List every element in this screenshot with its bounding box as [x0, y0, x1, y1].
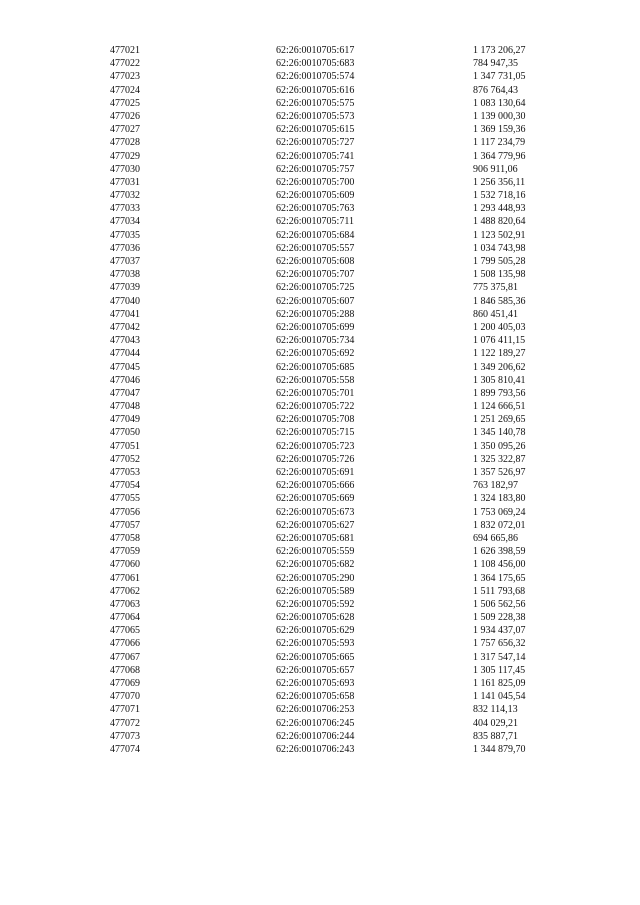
cadastral-value: 1 123 502,91 — [473, 229, 526, 241]
cadastral-value: 1 832 072,01 — [473, 519, 526, 531]
cadastral-number: 62:26:0010705:699 — [276, 321, 355, 333]
table-row — [0, 189, 640, 202]
table-row — [0, 545, 640, 558]
cadastral-value: 1 305 117,45 — [473, 664, 526, 676]
table-row — [0, 387, 640, 400]
cadastral-number: 62:26:0010705:692 — [276, 348, 355, 360]
cadastral-number: 62:26:0010705:573 — [276, 110, 355, 122]
row-number: 477029 — [110, 150, 140, 162]
row-number: 477061 — [110, 572, 140, 584]
cadastral-number: 62:26:0010705:608 — [276, 256, 355, 267]
cadastral-value: 775 375,81 — [473, 282, 518, 294]
cadastral-number: 62:26:0010705:575 — [276, 97, 355, 109]
table-row — [0, 255, 640, 268]
cadastral-value: 1 324 183,80 — [473, 493, 526, 505]
row-number: 477063 — [110, 598, 140, 610]
table-row — [0, 585, 640, 598]
table-row — [0, 176, 640, 189]
cadastral-number: 62:26:0010705:666 — [276, 480, 355, 492]
cadastral-number: 62:26:0010705:673 — [276, 506, 355, 518]
cadastral-value: 404 029,21 — [473, 717, 518, 729]
cadastral-value: 1 173 206,27 — [473, 45, 526, 56]
table-row — [0, 664, 640, 677]
table-row — [0, 400, 640, 413]
row-number: 477046 — [110, 374, 140, 386]
row-number: 477051 — [110, 440, 140, 452]
row-number: 477032 — [110, 190, 140, 202]
cadastral-number: 62:26:0010705:741 — [276, 150, 355, 162]
cadastral-number: 62:26:0010705:682 — [276, 559, 355, 571]
data-table — [0, 44, 640, 756]
row-number: 477065 — [110, 625, 140, 637]
cadastral-value: 1 076 411,15 — [473, 335, 526, 347]
cadastral-value: 832 114,13 — [473, 704, 518, 716]
row-number: 477022 — [110, 58, 140, 70]
table-row — [0, 268, 640, 281]
row-number: 477024 — [110, 84, 140, 96]
row-number: 477030 — [110, 163, 140, 175]
cadastral-value: 1 899 793,56 — [473, 387, 526, 399]
table-row — [0, 637, 640, 650]
table-row — [0, 677, 640, 690]
row-number: 477031 — [110, 176, 140, 188]
cadastral-number: 62:26:0010705:722 — [276, 401, 355, 413]
cadastral-value: 694 665,86 — [473, 532, 518, 544]
cadastral-number: 62:26:0010705:726 — [276, 453, 355, 465]
row-number: 477027 — [110, 124, 140, 136]
table-row — [0, 308, 640, 321]
row-number: 477044 — [110, 348, 140, 360]
table-row — [0, 519, 640, 532]
row-number: 477025 — [110, 97, 140, 109]
cadastral-number: 62:26:0010705:617 — [276, 45, 355, 56]
cadastral-number: 62:26:0010705:725 — [276, 282, 355, 294]
row-number: 477053 — [110, 467, 140, 478]
table-row — [0, 334, 640, 347]
table-row — [0, 57, 640, 70]
table-row — [0, 479, 640, 492]
cadastral-value: 1 488 820,64 — [473, 216, 526, 228]
row-number: 477066 — [110, 638, 140, 650]
cadastral-value: 1 122 189,27 — [473, 348, 526, 360]
table-row — [0, 492, 640, 505]
table-row — [0, 690, 640, 703]
row-number: 477041 — [110, 308, 140, 320]
row-number: 477058 — [110, 532, 140, 544]
cadastral-value: 835 887,71 — [473, 730, 518, 742]
cadastral-number: 62:26:0010706:243 — [276, 743, 355, 755]
row-number: 477054 — [110, 480, 140, 492]
row-number: 477043 — [110, 335, 140, 347]
cadastral-number: 62:26:0010705:685 — [276, 361, 355, 373]
row-number: 477039 — [110, 282, 140, 294]
cadastral-number: 62:26:0010705:290 — [276, 572, 355, 584]
table-row — [0, 163, 640, 176]
cadastral-value: 1 753 069,24 — [473, 506, 526, 518]
table-row — [0, 70, 640, 83]
cadastral-value: 860 451,41 — [473, 308, 518, 320]
row-number: 477050 — [110, 427, 140, 439]
table-row — [0, 558, 640, 571]
table-row — [0, 281, 640, 294]
row-number: 477049 — [110, 414, 140, 426]
table-row — [0, 136, 640, 149]
table-row — [0, 572, 640, 585]
cadastral-value: 1 124 666,51 — [473, 401, 526, 413]
cadastral-number: 62:26:0010705:592 — [276, 598, 355, 610]
row-number: 477074 — [110, 743, 140, 755]
table-row — [0, 374, 640, 387]
cadastral-number: 62:26:0010705:593 — [276, 638, 355, 650]
row-number: 477045 — [110, 361, 140, 373]
cadastral-number: 62:26:0010705:711 — [276, 216, 354, 228]
cadastral-value: 1 364 175,65 — [473, 572, 526, 584]
table-row — [0, 413, 640, 426]
row-number: 477059 — [110, 546, 140, 558]
table-row — [0, 440, 640, 453]
table-row — [0, 229, 640, 242]
row-number: 477035 — [110, 229, 140, 241]
cadastral-number: 62:26:0010705:757 — [276, 163, 355, 175]
cadastral-value: 1 347 731,05 — [473, 71, 526, 83]
row-number: 477028 — [110, 137, 140, 149]
cadastral-value: 763 182,97 — [473, 480, 518, 492]
table-row — [0, 598, 640, 611]
cadastral-value: 906 911,06 — [473, 163, 518, 175]
table-row — [0, 466, 640, 479]
row-number: 477071 — [110, 704, 140, 716]
row-number: 477038 — [110, 269, 140, 281]
cadastral-number: 62:26:0010705:627 — [276, 519, 355, 531]
cadastral-number: 62:26:0010705:700 — [276, 176, 355, 188]
cadastral-number: 62:26:0010705:684 — [276, 229, 355, 241]
table-row — [0, 44, 640, 57]
cadastral-number: 62:26:0010705:669 — [276, 493, 355, 505]
table-row — [0, 426, 640, 439]
cadastral-value: 1 846 585,36 — [473, 295, 526, 307]
row-number: 477023 — [110, 71, 140, 83]
row-number: 477072 — [110, 717, 140, 729]
cadastral-number: 62:26:0010705:616 — [276, 84, 355, 96]
cadastral-value: 1 117 234,79 — [473, 137, 526, 149]
row-number: 477070 — [110, 691, 140, 703]
cadastral-number: 62:26:0010705:628 — [276, 612, 355, 624]
cadastral-number: 62:26:0010705:723 — [276, 440, 355, 452]
cadastral-number: 62:26:0010705:615 — [276, 124, 355, 136]
table-row — [0, 123, 640, 136]
table-row — [0, 84, 640, 97]
cadastral-value: 876 764,43 — [473, 84, 518, 96]
cadastral-value: 1 256 356,11 — [473, 176, 526, 188]
cadastral-value: 1 141 045,54 — [473, 691, 526, 703]
cadastral-number: 62:26:0010705:288 — [276, 308, 355, 320]
cadastral-value: 1 139 000,30 — [473, 110, 526, 122]
cadastral-value: 1 350 095,26 — [473, 440, 526, 452]
cadastral-value: 1 317 547,14 — [473, 651, 526, 663]
cadastral-value: 1 305 810,41 — [473, 374, 526, 386]
cadastral-value: 1 034 743,98 — [473, 242, 526, 254]
table-row — [0, 611, 640, 624]
table-row — [0, 295, 640, 308]
table-row — [0, 202, 640, 215]
row-number: 477067 — [110, 651, 140, 663]
row-number: 477047 — [110, 387, 140, 399]
cadastral-number: 62:26:0010705:589 — [276, 585, 355, 597]
table-row — [0, 730, 640, 743]
table-row — [0, 743, 640, 756]
row-number: 477073 — [110, 730, 140, 742]
cadastral-value: 1 508 135,98 — [473, 269, 526, 281]
cadastral-number: 62:26:0010705:657 — [276, 664, 355, 676]
cadastral-number: 62:26:0010705:763 — [276, 203, 355, 215]
row-number: 477026 — [110, 110, 140, 122]
row-number: 477062 — [110, 585, 140, 597]
table-row — [0, 506, 640, 519]
cadastral-value: 1 345 140,78 — [473, 427, 526, 439]
cadastral-value: 1 251 269,65 — [473, 414, 526, 426]
cadastral-value: 1 369 159,36 — [473, 124, 526, 136]
row-number: 477057 — [110, 519, 140, 531]
cadastral-number: 62:26:0010706:253 — [276, 704, 355, 716]
cadastral-number: 62:26:0010706:245 — [276, 717, 355, 729]
cadastral-number: 62:26:0010705:574 — [276, 71, 355, 83]
cadastral-number: 62:26:0010705:727 — [276, 137, 355, 149]
cadastral-value: 1 349 206,62 — [473, 361, 526, 373]
row-number: 477060 — [110, 559, 140, 571]
cadastral-value: 1 344 879,70 — [473, 743, 526, 755]
cadastral-value: 1 161 825,09 — [473, 678, 526, 689]
row-number: 477069 — [110, 678, 140, 689]
cadastral-value: 1 357 526,97 — [473, 467, 526, 478]
cadastral-number: 62:26:0010705:629 — [276, 625, 355, 637]
table-row — [0, 242, 640, 255]
cadastral-value: 1 506 562,56 — [473, 598, 526, 610]
table-row — [0, 347, 640, 360]
row-number: 477042 — [110, 321, 140, 333]
table-row — [0, 110, 640, 123]
cadastral-value: 1 293 448,93 — [473, 203, 526, 215]
cadastral-number: 62:26:0010705:607 — [276, 295, 355, 307]
cadastral-number: 62:26:0010705:681 — [276, 532, 355, 544]
table-row — [0, 532, 640, 545]
row-number: 477064 — [110, 612, 140, 624]
cadastral-value: 1 511 793,68 — [473, 585, 526, 597]
row-number: 477034 — [110, 216, 140, 228]
cadastral-value: 1 200 405,03 — [473, 321, 526, 333]
table-row — [0, 150, 640, 163]
cadastral-number: 62:26:0010705:683 — [276, 58, 355, 70]
cadastral-number: 62:26:0010705:715 — [276, 427, 355, 439]
row-number: 477040 — [110, 295, 140, 307]
cadastral-value: 1 083 130,64 — [473, 97, 526, 109]
cadastral-number: 62:26:0010705:707 — [276, 269, 355, 281]
table-row — [0, 651, 640, 664]
cadastral-number: 62:26:0010705:734 — [276, 335, 355, 347]
row-number: 477036 — [110, 242, 140, 254]
cadastral-value: 1 757 656,32 — [473, 638, 526, 650]
cadastral-value: 784 947,35 — [473, 58, 518, 70]
cadastral-value: 1 934 437,07 — [473, 625, 526, 637]
cadastral-number: 62:26:0010705:658 — [276, 691, 355, 703]
cadastral-number: 62:26:0010705:693 — [276, 678, 355, 689]
cadastral-number: 62:26:0010705:609 — [276, 190, 355, 202]
table-row — [0, 215, 640, 228]
row-number: 477056 — [110, 506, 140, 518]
table-row — [0, 361, 640, 374]
cadastral-value: 1 364 779,96 — [473, 150, 526, 162]
cadastral-value: 1 509 228,38 — [473, 612, 526, 624]
cadastral-value: 1 325 322,87 — [473, 453, 526, 465]
row-number: 477037 — [110, 256, 140, 267]
cadastral-number: 62:26:0010705:708 — [276, 414, 355, 426]
row-number: 477021 — [110, 45, 140, 56]
table-row — [0, 703, 640, 716]
table-row — [0, 624, 640, 637]
cadastral-number: 62:26:0010705:559 — [276, 546, 355, 558]
row-number: 477052 — [110, 453, 140, 465]
cadastral-number: 62:26:0010705:558 — [276, 374, 355, 386]
cadastral-number: 62:26:0010705:701 — [276, 387, 355, 399]
table-row — [0, 321, 640, 334]
row-number: 477068 — [110, 664, 140, 676]
cadastral-value: 1 532 718,16 — [473, 190, 526, 202]
cadastral-value: 1 799 505,28 — [473, 256, 526, 267]
cadastral-value: 1 108 456,00 — [473, 559, 526, 571]
row-number: 477055 — [110, 493, 140, 505]
table-row — [0, 97, 640, 110]
table-row — [0, 453, 640, 466]
table-row — [0, 717, 640, 730]
cadastral-value: 1 626 398,59 — [473, 546, 526, 558]
cadastral-number: 62:26:0010705:665 — [276, 651, 355, 663]
cadastral-number: 62:26:0010705:691 — [276, 467, 355, 478]
cadastral-number: 62:26:0010705:557 — [276, 242, 355, 254]
row-number: 477048 — [110, 401, 140, 413]
cadastral-number: 62:26:0010706:244 — [276, 730, 355, 742]
row-number: 477033 — [110, 203, 140, 215]
